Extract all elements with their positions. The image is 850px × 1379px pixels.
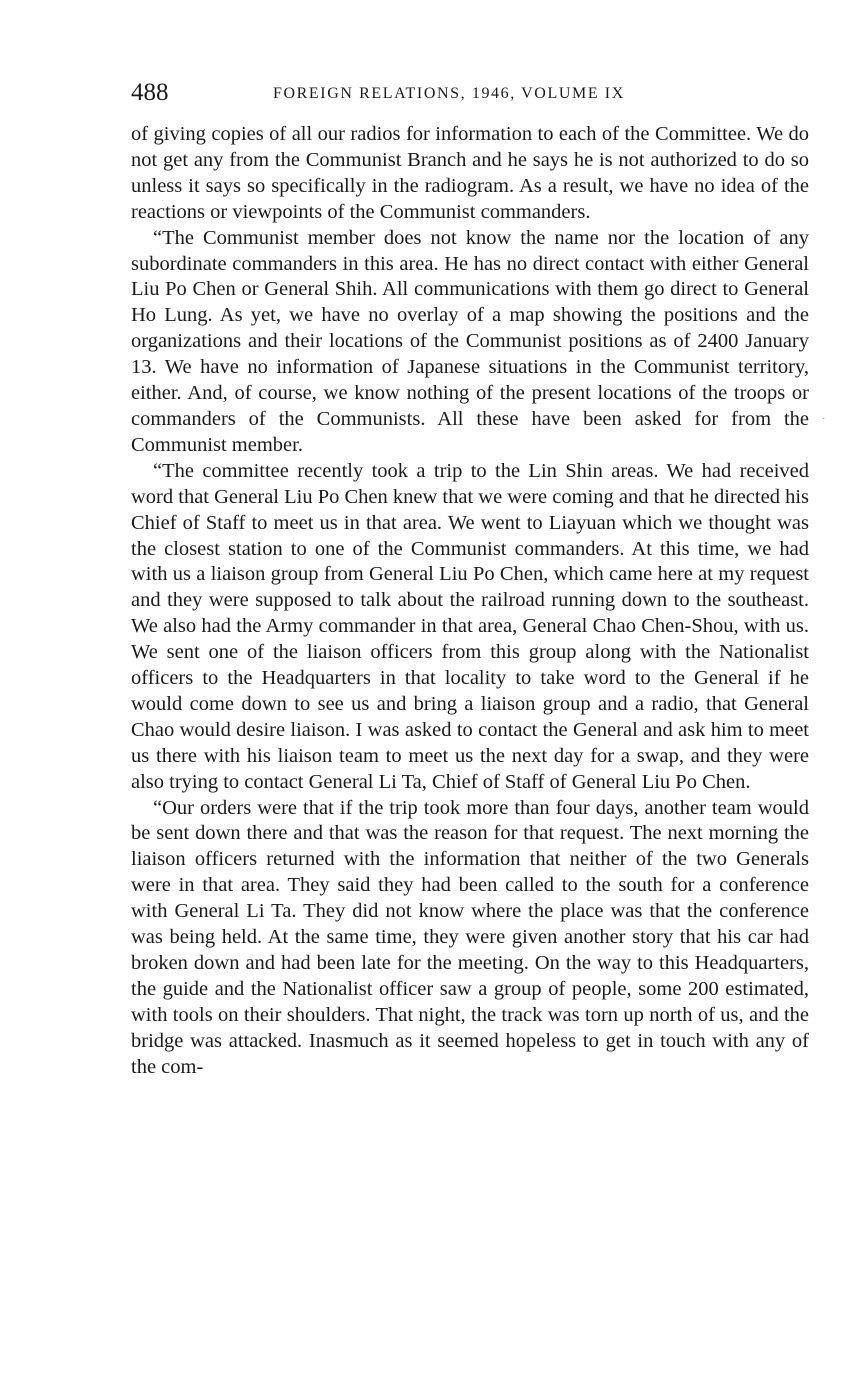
margin-mark: · — [822, 414, 826, 425]
page-number: 488 — [131, 79, 169, 106]
paragraph: “Our orders were that if the trip took more than four days, another team would be sent down there and that was the reason for that request. The next morning the liaison officers returned with the information that neither of the two Generals were in that area. They said they had been called to the south for a conference with General Li Ta. They did not know where the place was that the conference was being held. At the same time, they were given another story that his car had broken down and had been late for the meeting. On the way to this Headquarters, the guide and the Nationalist officer saw a group of people, some 200 estimated, with tools on their shoulders. That night, the track was torn up north of us, and the bridge was attacked. Inasmuch as it seemed hopeless to get in touch with any of the com- — [131, 796, 809, 1078]
paragraph: “The committee recently took a trip to the Lin Shin areas. We had received word that General Liu Po Chen knew that we were coming and that he directed his Chief of Staff to meet us in that area. We went to Liayuan which we thought was the closest station to one of the Communist commanders. At this time, we had with us a liaison group from General Liu Po Chen, which came here at my request and they were supposed to talk about the railroad running down to the southeast. We also had the Army commander in that area, General Chao Chen-Shou, with us. We sent one of the liaison officers from this group along with the Nationalist officers to the Headquarters in that locality to take word to the General if he would come down to see us and bring a liaison group and a radio, that General Chao would desire liaison. I was asked to contact the General and ask him to meet us there with his liaison team to meet us the next day for a swap, and they were also trying to contact General Li Ta, Chief of Staff of General Liu Po Chen. — [131, 459, 810, 793]
running-head: FOREIGN RELATIONS, 1946, VOLUME IX — [273, 85, 625, 102]
paragraph-continued: of giving copies of all our radios for information to each of the Committee. We do not get any from the Communist Branch and he says he is not authorized to do so unless it says so specifically in the radiogram. As a result, we have no idea of the reactions or viewpoints of the Communist commanders. — [131, 123, 809, 223]
body-text — [131, 122, 809, 1081]
paragraph: “The Communist member does not know the name nor the location of any subordinate commanders in this area. He has no direct contact with either General Liu Po Chen or General Shih. All communications with them go direct to General Ho Lung. As yet, we have no overlay of a map showing the positions and the organizations and their locations of the Communist positions as of 2400 January 13. We have no information of Japanese situations in the Communist territory, either. And, of course, we know nothing of the present locations of the troops or commanders of the Communists. All these have been asked for from the Communist member. — [131, 226, 809, 456]
page-header — [131, 78, 809, 108]
